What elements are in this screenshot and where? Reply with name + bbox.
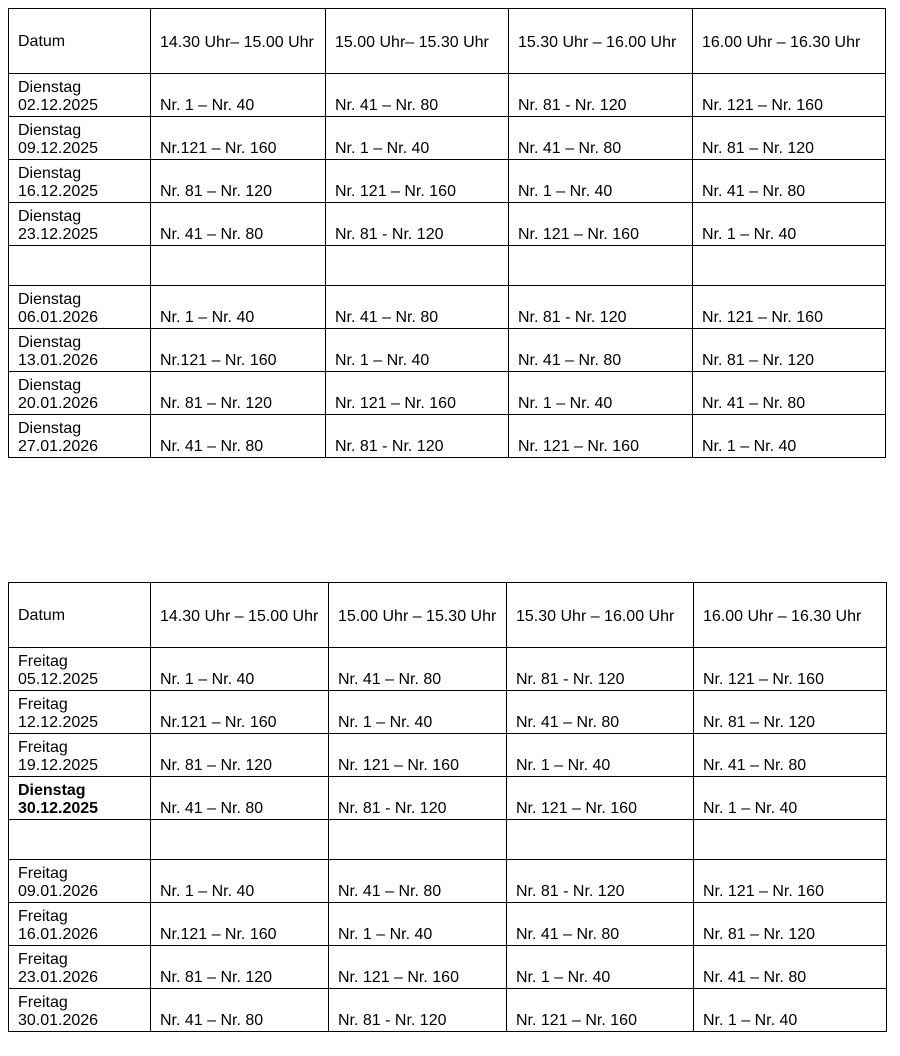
weekday: Dienstag — [18, 122, 82, 139]
slot-cell-4: Nr. 121 – Nr. 160 — [693, 286, 886, 329]
slot-cell-1: Nr. 1 – Nr. 40 — [151, 648, 329, 691]
date: 02.12.2025 — [18, 97, 99, 114]
date-cell — [9, 117, 151, 160]
slot-cell-1: Nr. 41 – Nr. 80 — [151, 989, 329, 1032]
weekday: Dienstag — [18, 79, 82, 96]
weekday: Freitag — [18, 696, 68, 713]
slot-cell-1: Nr. 1 – Nr. 40 — [151, 860, 329, 903]
date-cell — [9, 648, 151, 691]
slot-cell-3: Nr. 121 – Nr. 160 — [507, 989, 694, 1032]
slot-cell-2: Nr. 81 - Nr. 120 — [329, 989, 507, 1032]
slot-cell-1: Nr. 41 – Nr. 80 — [151, 415, 326, 458]
weekday: Freitag — [18, 653, 68, 670]
table-row — [9, 286, 886, 329]
date-cell — [9, 989, 151, 1032]
slot-cell-4: Nr. 1 – Nr. 40 — [694, 777, 887, 820]
date-cell — [9, 74, 151, 117]
slot-cell-1 — [151, 820, 329, 860]
slot-cell-4: Nr. 1 – Nr. 40 — [693, 203, 886, 246]
slot-cell-4 — [693, 246, 886, 286]
slot-cell-1: Nr. 81 – Nr. 120 — [151, 372, 326, 415]
table-row — [9, 903, 887, 946]
slot-cell-3: Nr. 81 - Nr. 120 — [507, 648, 694, 691]
slot-cell-3: Nr. 81 - Nr. 120 — [509, 74, 693, 117]
weekday: Dienstag — [18, 208, 82, 225]
column-header-slot-3: 15.30 Uhr – 16.00 Uhr — [509, 9, 693, 74]
slot-cell-3: Nr. 121 – Nr. 160 — [509, 415, 693, 458]
date: 20.01.2026 — [18, 395, 99, 412]
slot-cell-1: Nr. 81 – Nr. 120 — [151, 160, 326, 203]
slot-cell-3: Nr. 41 – Nr. 80 — [507, 691, 694, 734]
slot-cell-1: Nr. 81 – Nr. 120 — [151, 946, 329, 989]
slot-cell-3: Nr. 41 – Nr. 80 — [507, 903, 694, 946]
weekday: Dienstag — [18, 377, 82, 394]
date: 30.12.2025 — [18, 800, 99, 817]
header-row — [9, 9, 886, 74]
slot-cell-1: Nr. 41 – Nr. 80 — [151, 777, 329, 820]
slot-cell-1: Nr.121 – Nr. 160 — [151, 903, 329, 946]
weekday: Freitag — [18, 994, 68, 1011]
slot-cell-4: Nr. 121 – Nr. 160 — [693, 74, 886, 117]
slot-cell-1: Nr. 1 – Nr. 40 — [151, 74, 326, 117]
table-row — [9, 946, 887, 989]
header-row — [9, 583, 887, 648]
slot-cell-2 — [326, 246, 509, 286]
slot-cell-1: Nr. 1 – Nr. 40 — [151, 286, 326, 329]
slot-cell-4: Nr. 41 – Nr. 80 — [693, 160, 886, 203]
table-row — [9, 734, 887, 777]
column-header-slot-1: 14.30 Uhr– 15.00 Uhr — [151, 9, 326, 74]
date: 05.12.2025 — [18, 671, 99, 688]
slot-cell-1: Nr.121 – Nr. 160 — [151, 691, 329, 734]
schedule-table-tuesday — [8, 8, 886, 458]
column-header-slot-2: 15.00 Uhr – 15.30 Uhr — [329, 583, 507, 648]
slot-cell-4: Nr. 41 – Nr. 80 — [694, 946, 887, 989]
table-row — [9, 691, 887, 734]
column-header-slot-4: 16.00 Uhr – 16.30 Uhr — [693, 9, 886, 74]
slot-cell-2: Nr. 1 – Nr. 40 — [326, 329, 509, 372]
date-cell — [9, 372, 151, 415]
date: 13.01.2026 — [18, 352, 99, 369]
date-cell — [9, 160, 151, 203]
date: 23.01.2026 — [18, 969, 99, 986]
date-cell — [9, 777, 151, 820]
date: 12.12.2025 — [18, 714, 99, 731]
slot-cell-2: Nr. 1 – Nr. 40 — [329, 903, 507, 946]
weekday: Dienstag — [18, 420, 82, 437]
slot-cell-3: Nr. 1 – Nr. 40 — [509, 160, 693, 203]
slot-cell-4: Nr. 121 – Nr. 160 — [694, 860, 887, 903]
slot-cell-2: Nr. 41 – Nr. 80 — [326, 286, 509, 329]
date-cell — [9, 734, 151, 777]
slot-cell-2: Nr. 121 – Nr. 160 — [329, 734, 507, 777]
slot-cell-3: Nr. 41 – Nr. 80 — [509, 117, 693, 160]
table-row — [9, 860, 887, 903]
slot-cell-3: Nr. 121 – Nr. 160 — [509, 203, 693, 246]
date-cell — [9, 946, 151, 989]
slot-cell-2 — [329, 820, 507, 860]
slot-cell-3: Nr. 1 – Nr. 40 — [509, 372, 693, 415]
slot-cell-4: Nr. 81 – Nr. 120 — [694, 903, 887, 946]
slot-cell-2: Nr. 121 – Nr. 160 — [326, 372, 509, 415]
slot-cell-2: Nr. 1 – Nr. 40 — [326, 117, 509, 160]
slot-cell-2: Nr. 81 - Nr. 120 — [329, 777, 507, 820]
column-header-slot-1: 14.30 Uhr – 15.00 Uhr — [151, 583, 329, 648]
weekday: Freitag — [18, 908, 68, 925]
table-row — [9, 203, 886, 246]
slot-cell-1: Nr. 41 – Nr. 80 — [151, 203, 326, 246]
table-row — [9, 160, 886, 203]
weekday: Freitag — [18, 951, 68, 968]
slot-cell-3 — [507, 820, 694, 860]
table-row — [9, 989, 887, 1032]
date: 06.01.2026 — [18, 309, 99, 326]
date: 16.01.2026 — [18, 926, 99, 943]
table-row — [9, 329, 886, 372]
slot-cell-1 — [151, 246, 326, 286]
weekday: Dienstag — [18, 782, 86, 799]
table-row — [9, 117, 886, 160]
slot-cell-2: Nr. 41 – Nr. 80 — [326, 74, 509, 117]
date-cell — [9, 820, 151, 860]
column-header-datum: Datum — [9, 9, 151, 74]
slot-cell-2: Nr. 81 - Nr. 120 — [326, 415, 509, 458]
slot-cell-4: Nr. 121 – Nr. 160 — [694, 648, 887, 691]
date-cell — [9, 691, 151, 734]
column-header-datum: Datum — [9, 583, 151, 648]
column-header-slot-4: 16.00 Uhr – 16.30 Uhr — [694, 583, 887, 648]
slot-cell-3: Nr. 81 - Nr. 120 — [507, 860, 694, 903]
column-header-slot-3: 15.30 Uhr – 16.00 Uhr — [507, 583, 694, 648]
slot-cell-3: Nr. 1 – Nr. 40 — [507, 734, 694, 777]
schedule-table-friday — [8, 582, 887, 1032]
date-cell — [9, 246, 151, 286]
slot-cell-2: Nr. 81 - Nr. 120 — [326, 203, 509, 246]
slot-cell-2: Nr. 121 – Nr. 160 — [326, 160, 509, 203]
weekday: Dienstag — [18, 291, 82, 308]
date-cell — [9, 203, 151, 246]
table-row — [9, 74, 886, 117]
date-cell — [9, 329, 151, 372]
slot-cell-4: Nr. 1 – Nr. 40 — [694, 989, 887, 1032]
weekday: Freitag — [18, 865, 68, 882]
date-cell — [9, 415, 151, 458]
date-cell — [9, 286, 151, 329]
table-row — [9, 820, 887, 860]
slot-cell-2: Nr. 41 – Nr. 80 — [329, 860, 507, 903]
table-row — [9, 246, 886, 286]
slot-cell-3: Nr. 1 – Nr. 40 — [507, 946, 694, 989]
slot-cell-3 — [509, 246, 693, 286]
slot-cell-3: Nr. 81 - Nr. 120 — [509, 286, 693, 329]
date: 30.01.2026 — [18, 1012, 99, 1029]
slot-cell-4: Nr. 81 – Nr. 120 — [693, 117, 886, 160]
slot-cell-4 — [694, 820, 887, 860]
slot-cell-3: Nr. 41 – Nr. 80 — [509, 329, 693, 372]
slot-cell-4: Nr. 1 – Nr. 40 — [693, 415, 886, 458]
date: 16.12.2025 — [18, 183, 99, 200]
table-row — [9, 648, 887, 691]
date: 23.12.2025 — [18, 226, 99, 243]
weekday: Dienstag — [18, 165, 82, 182]
slot-cell-3: Nr. 121 – Nr. 160 — [507, 777, 694, 820]
date: 27.01.2026 — [18, 438, 99, 455]
date: 19.12.2025 — [18, 757, 99, 774]
date-cell — [9, 903, 151, 946]
table-row — [9, 415, 886, 458]
table-row — [9, 777, 887, 820]
table-row — [9, 372, 886, 415]
date-cell — [9, 860, 151, 903]
column-header-slot-2: 15.00 Uhr– 15.30 Uhr — [326, 9, 509, 74]
slot-cell-4: Nr. 41 – Nr. 80 — [693, 372, 886, 415]
slot-cell-1: Nr. 81 – Nr. 120 — [151, 734, 329, 777]
slot-cell-4: Nr. 81 – Nr. 120 — [693, 329, 886, 372]
date: 09.01.2026 — [18, 883, 99, 900]
slot-cell-2: Nr. 41 – Nr. 80 — [329, 648, 507, 691]
slot-cell-4: Nr. 81 – Nr. 120 — [694, 691, 887, 734]
slot-cell-2: Nr. 121 – Nr. 160 — [329, 946, 507, 989]
date: 09.12.2025 — [18, 140, 99, 157]
slot-cell-2: Nr. 1 – Nr. 40 — [329, 691, 507, 734]
slot-cell-1: Nr.121 – Nr. 160 — [151, 329, 326, 372]
slot-cell-1: Nr.121 – Nr. 160 — [151, 117, 326, 160]
slot-cell-4: Nr. 41 – Nr. 80 — [694, 734, 887, 777]
weekday: Freitag — [18, 739, 68, 756]
weekday: Dienstag — [18, 334, 82, 351]
